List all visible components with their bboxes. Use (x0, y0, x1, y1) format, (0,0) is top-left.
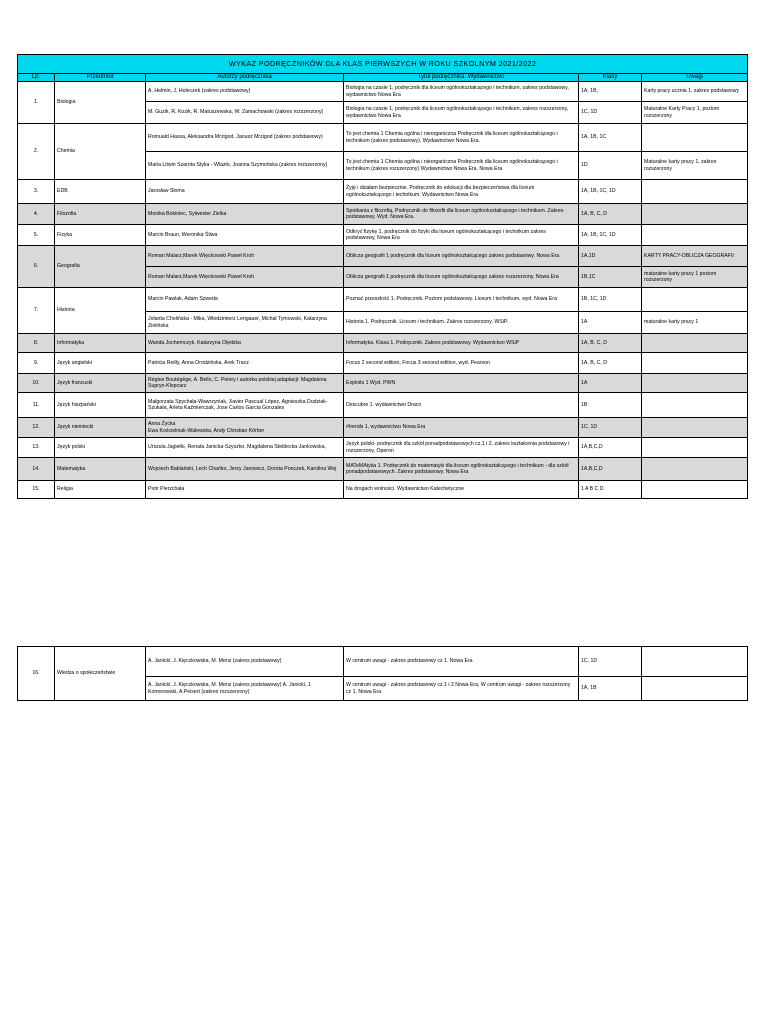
authors-cell: Wanda Jochemczyk, Katarzyna Olędzka (146, 334, 344, 353)
authors-cell: A. Helmin, J. Holeczek (zakres podstawowy) (146, 82, 344, 102)
authors-cell: Monika Bokiniec, Sylwester Zielka (146, 204, 344, 225)
classes-cell: 1D (579, 152, 642, 180)
subject-cell: EDB (55, 180, 146, 204)
subject-cell: Fizyka (55, 225, 146, 246)
book-title-cell: Oblicza geografii 1 podręcznik dla liceum ogólnokształcącego zakres podstawowy. Nowa Era (344, 246, 579, 267)
table-row (18, 124, 748, 152)
subject-cell: Język niemiecki (55, 418, 146, 438)
authors-cell: Urszula Jagiełło, Renata Janicka-Szyszko, Magdalena Steblecka-Jankowska, (146, 438, 344, 458)
table-row (18, 204, 748, 225)
book-title-cell: #trends 1, wydawnictwo Nowa Era (344, 418, 579, 438)
subject-cell: Filozofia (55, 204, 146, 225)
authors-cell: Jarosław Słoma (146, 180, 344, 204)
authors-cell: Roman Malarz,Marek Więckowski Paweł Kroh (146, 267, 344, 288)
table-row (18, 334, 748, 353)
book-title-cell: Biologia na czasie 1, podręcznik dla liceum ogólnokształcącego i technikum, zakres podstawowy, wydawnictwo Nowa Era (344, 82, 579, 102)
row-number: 4. (18, 204, 55, 225)
table-row (18, 225, 748, 246)
table-row (18, 246, 748, 267)
classes-cell: 1A, B, C, D (579, 353, 642, 374)
authors-cell: Maria Litwin Szarota Styka - Wlazło, Joanna Szymońska (zakres rozszerzony) (146, 152, 344, 180)
row-number: 5. (18, 225, 55, 246)
header-row (18, 74, 748, 82)
notes-cell (642, 481, 748, 499)
classes-cell: 1A, 1B, 1C, 1D (579, 180, 642, 204)
classes-cell: 1A, 1B (579, 677, 642, 701)
book-title-cell: Odkryć fizykę 1, podręcznik do fizyki dla liceum ogólnokształcącego i technikum zakres podstawowy, Nowa Era (344, 225, 579, 246)
header-notes: Uwagi (642, 74, 748, 82)
table-row (18, 393, 748, 418)
notes-cell: KARTY PRACY-OBLICZA GEOGRAFII (642, 246, 748, 267)
table-row (18, 418, 748, 438)
classes-cell: 1A, B, C, D (579, 204, 642, 225)
classes-cell: 1A,B,C,D (579, 438, 642, 458)
table-row (18, 458, 748, 481)
row-number: 6. (18, 246, 55, 288)
table-row (18, 438, 748, 458)
classes-cell: 1B, 1C, 1D (579, 288, 642, 312)
classes-cell: 1C, 1D (579, 647, 642, 677)
notes-cell: maturalne karty pracy 1 (642, 312, 748, 334)
authors-cell: Wojciech Babiański, Lech Chańko, Jerzy Janowicz, Dorota Ponczek, Karolina Wej (146, 458, 344, 481)
classes-cell: 1B,1C (579, 267, 642, 288)
table-body (18, 82, 748, 499)
classes-cell: 1C, 1D (579, 418, 642, 438)
subject-cell: Matematyka (55, 458, 146, 481)
classes-cell: 1A,B,C,D (579, 458, 642, 481)
book-title-cell: Descubre 1. wydawnictwo Draco (344, 393, 579, 418)
book-title-cell: Informatyka. Klasa 1. Podręcznik. Zakres podstawowy. Wydawnictwo WSiP (344, 334, 579, 353)
table-title: WYKAZ PODRĘCZNIKÓW DLA KLAS PIERWSZYCH W ROKU SZKOLNYM 2021/2022 (18, 55, 748, 74)
row-number: 9. (18, 353, 55, 374)
authors-cell: M. Guzik, R. Kozik, R. Matuszewska, W. Zamachowski (zakres rozszerzony) (146, 102, 344, 124)
row-number: 14. (18, 458, 55, 481)
book-title-cell: Poznać przeszłość 1. Podręcznik. Poziom podstawowy. Liceum i technikum, wyd. Nowa Era (344, 288, 579, 312)
notes-cell: Maturalne Karty Pracy 1, poziom rozszerzony (642, 102, 748, 124)
subject-cell: Geografia (55, 246, 146, 288)
table-row (18, 82, 748, 102)
notes-cell (642, 374, 748, 393)
authors-cell: Marcin Pawlak, Adam Szweda (146, 288, 344, 312)
book-title-cell: W centrum uwagi - zakres podstawowy cz 1. Nowa Era (344, 647, 579, 677)
book-title-cell: Na drogach wolności. Wydawnictwo Katechetyczne (344, 481, 579, 499)
notes-cell (642, 438, 748, 458)
header-lp: Lp. (18, 74, 55, 82)
classes-cell: 1B (579, 393, 642, 418)
classes-cell: 1A (579, 374, 642, 393)
notes-cell (642, 677, 748, 701)
book-title-cell: Focus 2 second edition, Focus 3 second edition, wyd. Pearson (344, 353, 579, 374)
subject-cell: Język angielski (55, 353, 146, 374)
authors-cell: Małgorzata Spychała-Wawrzyniak, Xavier Pascual López, Agnieszka Dudziak-Szukała, Arleta Kaźmierczak, Jose Carlos Garcia Gonzales (146, 393, 344, 418)
row-number: 7. (18, 288, 55, 334)
table-row (18, 647, 748, 677)
authors-cell: Anna Życka Ewa Kościelniak-Walewska, Andy Christian Körber (146, 418, 344, 438)
subject-cell: Biologia (55, 82, 146, 124)
header-title: Tytuł podręcznika. Wydawnictwo (344, 74, 579, 82)
notes-cell (642, 334, 748, 353)
row-number: 3. (18, 180, 55, 204)
authors-cell: Jolanta Cholińska - Mika, Włodzimierz Lengauer, Michał Tymowski, Katarzyna Zielińska (146, 312, 344, 334)
classes-cell: 1A, B, C, D (579, 334, 642, 353)
classes-cell: 1A (579, 312, 642, 334)
authors-cell: A. Janicki, J. Kięczkowska, M. Menz (zakres podstawowy) (146, 647, 344, 677)
notes-cell (642, 393, 748, 418)
book-title-cell: Exploits 1 Wyd. PWN (344, 374, 579, 393)
notes-cell: Karty pracy ucznia 1, zakres podstawowy (642, 82, 748, 102)
notes-cell (642, 204, 748, 225)
table-body-bottom (18, 647, 748, 701)
authors-cell: Marcin Braun, Weronika Śliwa (146, 225, 344, 246)
subject-cell: Wiedza o społeczeństwie (55, 647, 146, 701)
classes-cell: 1A, 1B, 1C, 1D (579, 225, 642, 246)
authors-cell: Patricia Reilly, Anna Orodzińska, Arek Tracz (146, 353, 344, 374)
classes-cell: 1A, 1B, (579, 82, 642, 102)
header-subject: Przedmiot (55, 74, 146, 82)
notes-cell (642, 647, 748, 677)
row-number: 10. (18, 374, 55, 393)
book-title-cell: Oblicza geografii 1 podręcznik dla liceum ogólnokształcącego zakres rozszerzony. Nowa Era (344, 267, 579, 288)
book-title-cell: MATeMAtyka 1. Podręcznik do matematyki dla liceum ogólnokształcącego i technikum - dla szkół ponadpodstawowych. Zakres podstawowy. Nowa Era (344, 458, 579, 481)
header-classes: Klasy (579, 74, 642, 82)
row-number: 16. (18, 647, 55, 701)
classes-cell: 1A,1D (579, 246, 642, 267)
notes-cell (642, 418, 748, 438)
notes-cell (642, 180, 748, 204)
notes-cell (642, 288, 748, 312)
notes-cell (642, 353, 748, 374)
book-title-cell: W centrum uwagi - zakres podstawowy cz.1 i 2 Nowa Era, W centrum uwagi - zakres rozszerzony cz 1. Nowa Era (344, 677, 579, 701)
classes-cell: 1 A B C D (579, 481, 642, 499)
book-title-cell: To jest chemia 1 Chemia ogólna i nieorganiczna Podręcznik dla liceum ogólnokształcącego i technikum (zakres rozszerzony) Wydawnictwo Nowa Era. Nowa Era (344, 152, 579, 180)
book-title-cell: Żyję i działam bezpiecznie. Podręcznik do edukacji dla bezpieczeństwa dla liceum ogólnokształcącego i technikum. Wydawnictwo Nowa Era (344, 180, 579, 204)
table-row (18, 288, 748, 312)
notes-cell (642, 458, 748, 481)
row-number: 11. (18, 393, 55, 418)
subject-cell: Język polski (55, 438, 146, 458)
authors-cell: A. Janicki, J. Kięczkowska, M. Menz (zakres podstawowy) A. Janicki, J. Komorowski, A.Peisert (zakres rozszerzony) (146, 677, 344, 701)
authors-cell: Romuald Hassa, Aleksandra Mrzigod, Janusz Mrzigod (zakres podstawowy) (146, 124, 344, 152)
subject-cell: Historia (55, 288, 146, 334)
subject-cell: Religia (55, 481, 146, 499)
book-title-cell: Biologia na czasie 1, podręcznik dla liceum ogólnokształcącego i technikum, zakres rozszerzony, wydawnictwo Nowa Era (344, 102, 579, 124)
row-number: 2. (18, 124, 55, 180)
authors-cell: Régine Boutégège, A. Bello, C. Poirey i autorka polskiej adaptacji: Magdalena Supryn-Klepcarz (146, 374, 344, 393)
title-row (18, 55, 748, 74)
classes-cell: 1C, 1D (579, 102, 642, 124)
row-number: 1. (18, 82, 55, 124)
row-number: 15. (18, 481, 55, 499)
notes-cell (642, 225, 748, 246)
row-number: 12. (18, 418, 55, 438)
notes-cell: maturalne karty pracy 1 poziom rozszerzony (642, 267, 748, 288)
authors-cell: Roman Malarz,Marek Więckowski Paweł Kroh (146, 246, 344, 267)
book-title-cell: Historia 1. Podręcznik. Liceum i technikum. Zakres rozszerzony. WSiP. (344, 312, 579, 334)
book-title-cell: Spotkania z filozofią, Podręcznik do filozofii dla liceum ogólnokształcącego i technikum. Zakres podstawowy. Wyd. Nowa Era. (344, 204, 579, 225)
table-row (18, 374, 748, 393)
book-title-cell: Język polski- podręcznik dla szkół ponadpodstawowych cz.1 i 2, zakres kształcenia podstawowy i rozszerzony, Operon (344, 438, 579, 458)
notes-cell: Maturalne karty pracy 1, zakres rozszerzony (642, 152, 748, 180)
subject-cell: Język hiszpański (55, 393, 146, 418)
classes-cell: 1A, 1B, 1C (579, 124, 642, 152)
textbook-table-bottom (17, 646, 748, 701)
table-row (18, 180, 748, 204)
book-title-cell: To jest chemia 1 Chemia ogólna i nieorganiczna Podręcznik dla liceum ogólnokształcącego i technikum (zakres podstawowy). Wydawnictwo Nowa Era. (344, 124, 579, 152)
table-row (18, 481, 748, 499)
subject-cell: Informatyka (55, 334, 146, 353)
row-number: 8. (18, 334, 55, 353)
subject-cell: Język francuski (55, 374, 146, 393)
header-authors: Autorzy podręcznika (146, 74, 344, 82)
textbook-table (17, 54, 748, 499)
subject-cell: Chemia (55, 124, 146, 180)
authors-cell: Piotr Pierzchała (146, 481, 344, 499)
notes-cell (642, 124, 748, 152)
table-row (18, 353, 748, 374)
row-number: 13. (18, 438, 55, 458)
